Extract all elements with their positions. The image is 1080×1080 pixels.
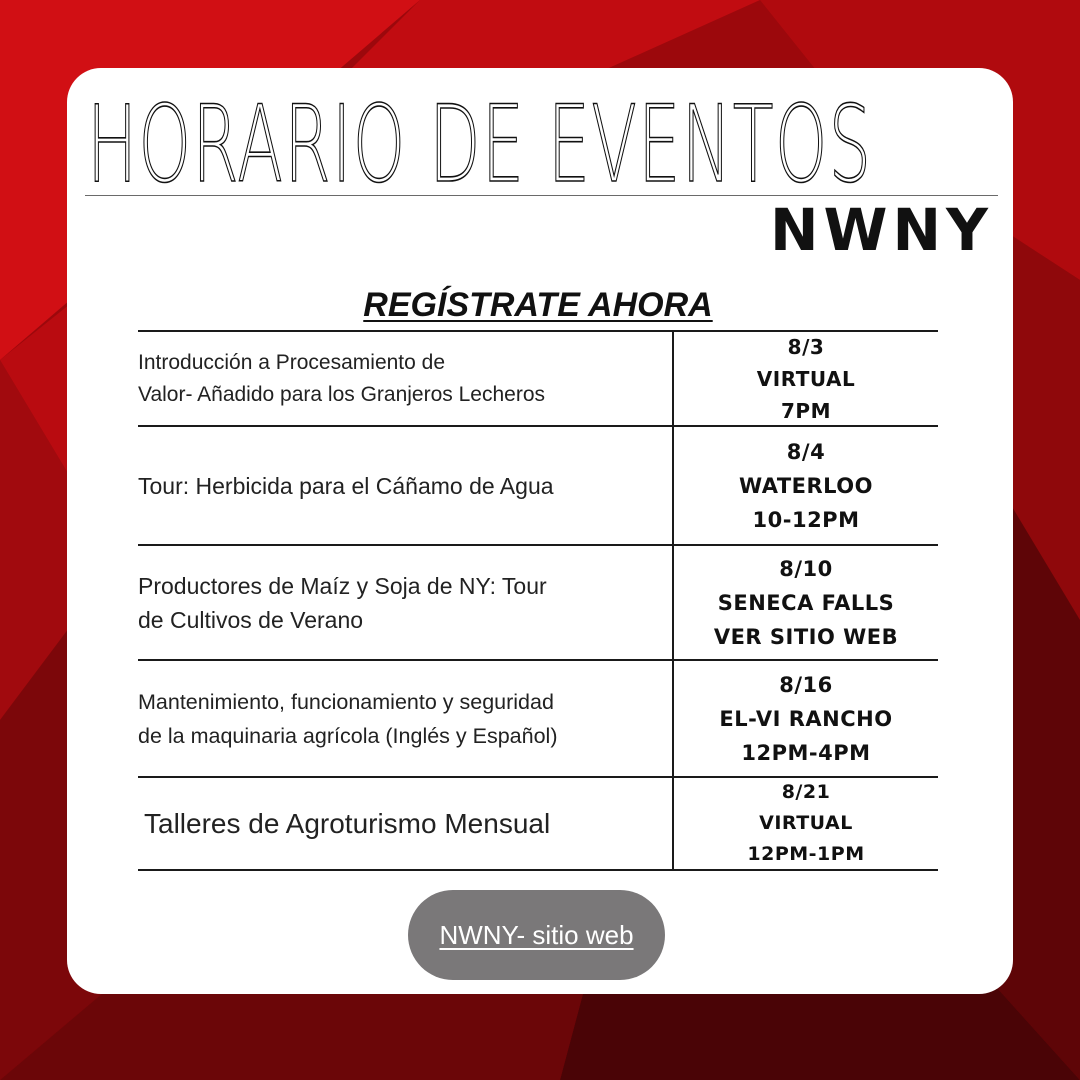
event-location: EL-VI RANCHO xyxy=(719,706,893,731)
event-time: 12PM-4PM xyxy=(741,740,871,765)
event-location: WATERLOO xyxy=(738,473,874,498)
event-time: 10-12PM xyxy=(752,507,860,532)
event-title-line: de Cultivos de Verano xyxy=(138,606,364,633)
event-date: 8/3 xyxy=(787,334,825,359)
event-row xyxy=(138,776,938,871)
website-link-button[interactable]: NWNY- sitio web xyxy=(408,890,665,980)
event-date: 8/21 xyxy=(781,781,831,803)
event-row xyxy=(138,544,938,659)
event-title-line: Valor- Añadido para los Granjeros Lecheros xyxy=(138,382,546,406)
event-date: 8/10 xyxy=(779,556,833,581)
event-details xyxy=(672,778,938,869)
register-heading xyxy=(138,283,938,327)
event-title xyxy=(138,332,672,425)
register-heading-text: REGÍSTRATE AHORA xyxy=(363,286,713,324)
event-date: 8/16 xyxy=(779,672,833,697)
schedule-card xyxy=(67,68,1013,994)
event-title xyxy=(138,778,672,869)
event-title-line: Mantenimiento, funcionamiento y seguridad xyxy=(138,689,554,714)
event-details xyxy=(672,332,938,425)
event-title xyxy=(138,427,672,544)
event-time: 12PM-1PM xyxy=(747,843,865,865)
event-row xyxy=(138,425,938,544)
event-details xyxy=(672,427,938,544)
event-location: VIRTUAL xyxy=(756,366,856,391)
event-time: 7PM xyxy=(781,398,831,423)
event-title-line: Introducción a Procesamiento de xyxy=(138,350,446,374)
event-location: SENECA FALLS xyxy=(717,590,895,615)
event-title xyxy=(138,661,672,776)
event-title-line: Productores de Maíz y Soja de NY: Tour xyxy=(138,572,547,599)
event-row xyxy=(138,659,938,776)
event-location: VIRTUAL xyxy=(759,812,853,834)
event-title-line: Tour: Herbicida para el Cáñamo de Agua xyxy=(138,472,554,499)
event-date: 8/4 xyxy=(786,439,826,464)
event-title-line: de la maquinaria agrícola (Inglés y Español) xyxy=(138,723,558,748)
events-table xyxy=(138,330,938,871)
page-title: HORARIO DE EVENTOS xyxy=(87,83,873,206)
event-title xyxy=(138,546,672,659)
event-title-line: Talleres de Agroturismo Mensual xyxy=(144,807,551,839)
event-details xyxy=(672,661,938,776)
event-time: VER SITIO WEB xyxy=(713,624,899,649)
brand-label: NWNY xyxy=(769,196,993,264)
event-row xyxy=(138,330,938,425)
event-details xyxy=(672,546,938,659)
